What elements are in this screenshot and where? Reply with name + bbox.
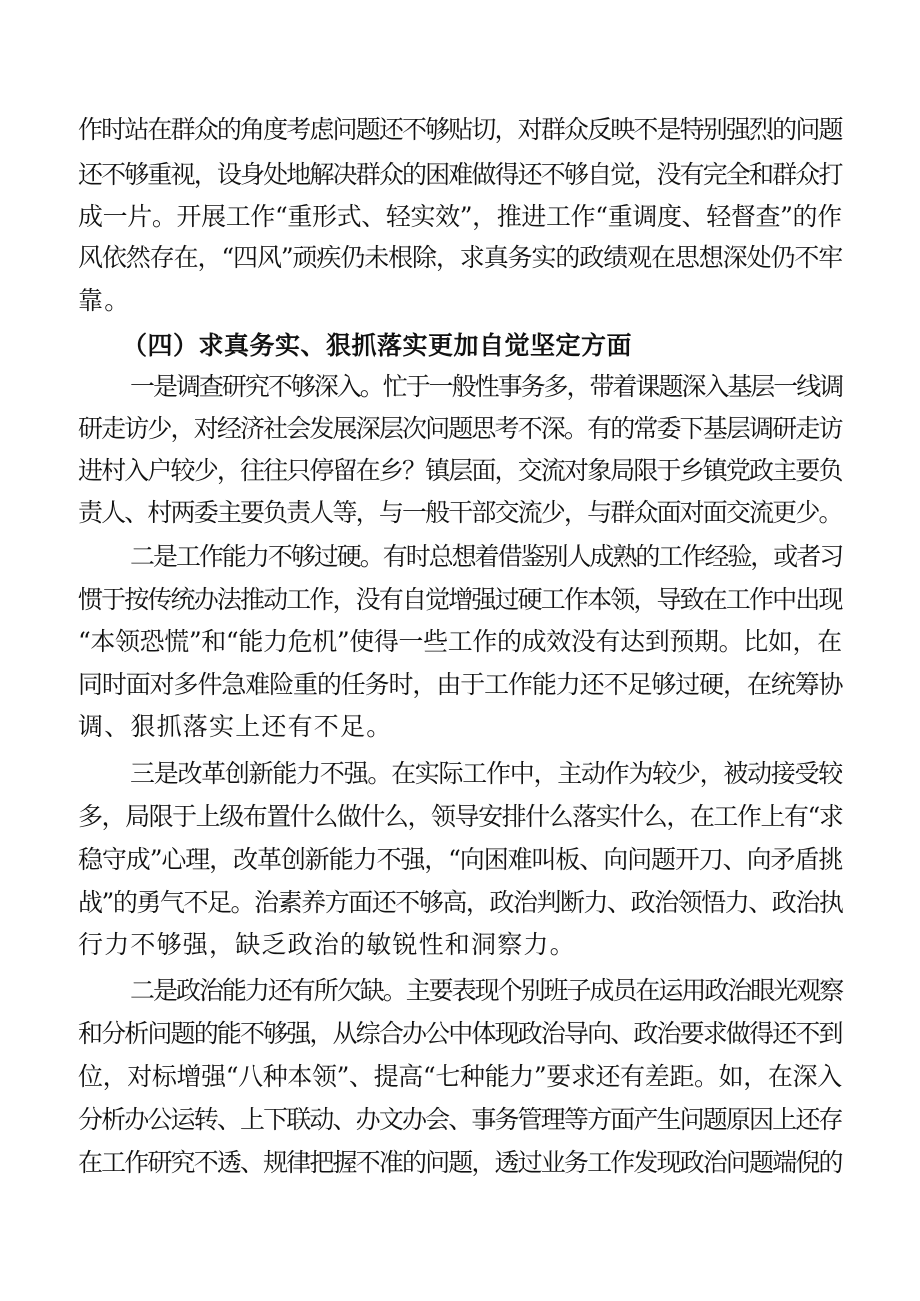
text-line: 责人、村两委主要负责人等，与一般干部交流少，与群众面对面交流更少。	[78, 498, 842, 527]
text-line: 惯于按传统办法推动工作，没有自觉增强过硬工作本领，导致在工作中出现	[78, 585, 842, 614]
text-line: 研走访少，对经济社会发展深层次问题思考不深。有的常委下基层调研走访	[78, 414, 842, 443]
text-line: 战”的勇气不足。治素养方面还不够高，政治判断力、政治领悟力、政治执	[78, 888, 843, 917]
paragraph-start-line: 一是调查研究不够深入。忙于一般性事务多，带着课题深入基层一线调	[130, 372, 843, 401]
section-heading: （四）求真务实、狠抓落实更加自觉坚定方面	[122, 331, 633, 360]
text-line: 位，对标增强“八种本领”、提高“七种能力”要求还有差距。如，在深入	[78, 1062, 842, 1091]
text-line: 多，局限于上级布置什么做什么，领导安排什么落实什么，在工作上有“求	[78, 802, 843, 831]
text-line: “本领恐慌”和“能力危机”使得一些工作的成效没有达到预期。比如，在	[78, 627, 842, 656]
text-line: 在工作研究不透、规律把握不准的问题，透过业务工作发现政治问题端倪的	[78, 1148, 842, 1177]
paragraph-start-line: 三是改革创新能力不强。在实际工作中，主动作为较少，被动接受较	[130, 759, 843, 788]
text-line: 作时站在群众的角度考虑问题还不够贴切，对群众反映不是特别强烈的问题	[78, 115, 842, 144]
text-line: 靠。	[78, 286, 131, 315]
text-line: 分析办公运转、上下联动、办文办会、事务管理等方面产生问题原因上还存	[78, 1105, 842, 1134]
text-line: 调、狠抓落实上还有不足。	[78, 712, 393, 741]
text-line: 风依然存在，“四风”顽疾仍未根除，求真务实的政绩观在思想深处仍不牢	[78, 243, 843, 272]
text-line: 同时面对多件急难险重的任务时，由于工作能力还不足够过硬，在统筹协	[78, 670, 843, 699]
paragraph-start-line: 二是工作能力不够过硬。有时总想着借鉴别人成熟的工作经验，或者习	[130, 542, 843, 571]
text-line: 和分析问题的能不够强，从综合办公中体现政治导向、政治要求做得还不到	[78, 1019, 842, 1048]
text-line: 行力不够强，缺乏政治的敏锐性和洞察力。	[78, 930, 576, 959]
text-line: 进村入户较少，往往只停留在乡？镇层面，交流对象局限于乡镇党政主要负	[78, 456, 842, 485]
text-line: 稳守成”心理，改革创新能力不强，“向困难叫板、向问题开刀、向矛盾挑	[78, 845, 843, 874]
text-line: 还不够重视，设身处地解决群众的困难做得还不够自觉，没有完全和群众打	[78, 160, 842, 189]
text-line: 成一片。开展工作“重形式、轻实效”，推进工作“重调度、轻督查”的作	[78, 202, 842, 231]
paragraph-start-line: 二是政治能力还有所欠缺。主要表现个别班子成员在运用政治眼光观察	[130, 976, 843, 1005]
